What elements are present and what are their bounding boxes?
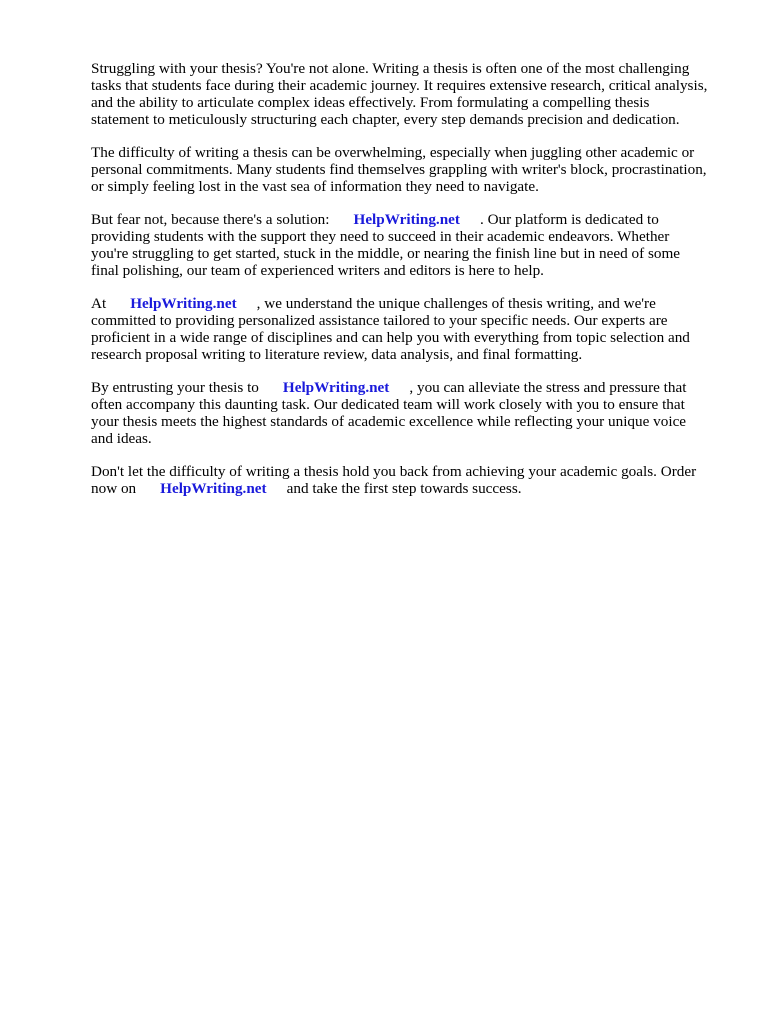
text-line: often accompany this daunting task. Our dedicated team will work closely with you to ensure that bbox=[91, 396, 685, 413]
paragraph-intro bbox=[91, 60, 731, 128]
text-segment: By entrusting your thesis to bbox=[91, 379, 259, 396]
paragraph-entrusting bbox=[91, 379, 731, 447]
text-segment: . Our platform is dedicated to bbox=[479, 211, 659, 228]
helpwriting-link[interactable]: HelpWriting.net bbox=[353, 211, 460, 228]
text-line: Struggling with your thesis? You're not alone. Writing a thesis is often one of the most challenging bbox=[91, 60, 690, 77]
text-line bbox=[91, 480, 731, 497]
helpwriting-link[interactable]: HelpWriting.net bbox=[160, 480, 267, 497]
text-line: and the ability to articulate complex ideas effectively. From formulating a compelling thesis bbox=[91, 94, 650, 111]
paragraph-call-to-action bbox=[91, 463, 731, 497]
text-line: providing students with the support they need to succeed in their academic endeavors. Whether bbox=[91, 228, 670, 245]
text-line: you're struggling to get started, stuck in the middle, or nearing the finish line but in need of some bbox=[91, 245, 681, 262]
text-line: statement to meticulously structuring each chapter, every step demands precision and dedication. bbox=[91, 111, 680, 128]
text-line: tasks that students face during their academic journey. It requires extensive research, critical analysis, bbox=[91, 77, 708, 94]
text-segment: now on bbox=[91, 480, 137, 497]
text-line bbox=[91, 295, 731, 312]
helpwriting-link[interactable]: HelpWriting.net bbox=[130, 295, 237, 312]
text-segment: But fear not, because there's a solution: bbox=[91, 211, 330, 228]
text-segment: , we understand the unique challenges of thesis writing, and we're bbox=[256, 295, 656, 312]
paragraph-difficulty bbox=[91, 144, 731, 195]
text-line bbox=[91, 379, 731, 396]
text-segment: and take the first step towards success. bbox=[286, 480, 522, 497]
text-segment: At bbox=[91, 295, 107, 312]
text-line: research proposal writing to literature review, data analysis, and final formatting. bbox=[91, 346, 583, 363]
text-line: final polishing, our team of experienced writers and editors is here to help. bbox=[91, 262, 544, 279]
text-line: and ideas. bbox=[91, 430, 152, 447]
text-line bbox=[91, 211, 731, 228]
text-line: Don't let the difficulty of writing a thesis hold you back from achieving your academic goals. Order bbox=[91, 463, 697, 480]
text-line: your thesis meets the highest standards of academic excellence while reflecting your unique voice bbox=[91, 413, 687, 430]
text-line: The difficulty of writing a thesis can be overwhelming, especially when juggling other academic or bbox=[91, 144, 695, 161]
text-segment: , you can alleviate the stress and pressure that bbox=[409, 379, 687, 396]
text-line: personal commitments. Many students find themselves grappling with writer's block, procrastination, bbox=[91, 161, 707, 178]
paragraph-solution bbox=[91, 211, 731, 279]
text-line: committed to providing personalized assistance tailored to your specific needs. Our experts are bbox=[91, 312, 668, 329]
helpwriting-link[interactable]: HelpWriting.net bbox=[282, 379, 390, 396]
paragraph-understanding bbox=[91, 295, 731, 363]
text-line: proficient in a wide range of disciplines and can help you with everything from topic selection and bbox=[91, 329, 690, 346]
text-line: or simply feeling lost in the vast sea of information they need to navigate. bbox=[91, 178, 539, 195]
document-body bbox=[91, 60, 731, 513]
